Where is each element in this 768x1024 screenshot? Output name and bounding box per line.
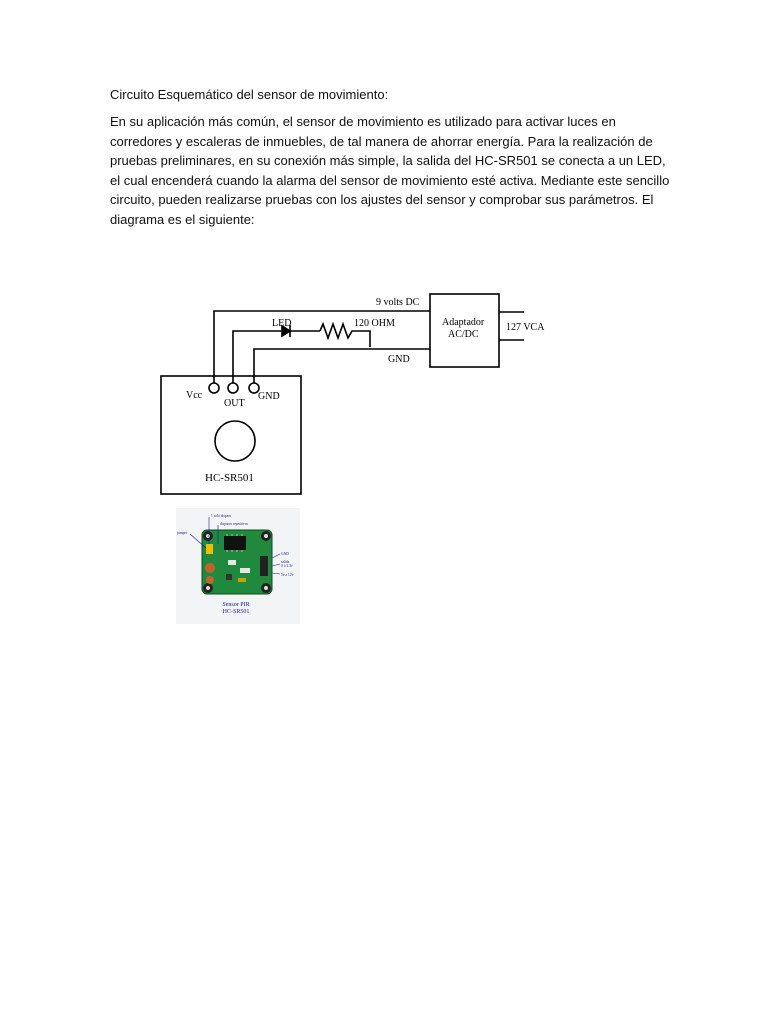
ac-input-label: 127 VCA bbox=[506, 322, 545, 333]
potentiometer-1 bbox=[205, 563, 215, 573]
jumper bbox=[206, 544, 213, 554]
callout-jumper: jumper bbox=[177, 531, 188, 535]
vcc-wire bbox=[214, 311, 430, 383]
adapter-label-1: Adaptador bbox=[442, 317, 485, 328]
potentiometer-2 bbox=[206, 576, 214, 584]
resistor-label: 120 OHM bbox=[354, 318, 395, 329]
photo-caption-line-1: Sensor PIR bbox=[222, 602, 250, 608]
callout-salida: salida bbox=[281, 560, 290, 564]
callout-single-trigger: 1 solo disparo bbox=[211, 514, 232, 518]
led-label: LED bbox=[272, 318, 292, 329]
supply-label: 9 volts DC bbox=[376, 297, 420, 308]
sensor-photo bbox=[176, 508, 300, 624]
photo-caption-line-2: HC-SR501 bbox=[222, 609, 250, 615]
sensor-lens bbox=[215, 421, 255, 461]
section-heading: Circuito Esquemático del sensor de movimiento: bbox=[110, 87, 389, 102]
adapter-label-2: AC/DC bbox=[448, 329, 479, 340]
callout-repeat-trigger: disparos repetitivos bbox=[220, 522, 249, 526]
body-paragraph: En su aplicación más común, el sensor de movimiento es utilizado para activar luces en corredores y escaleras de inmuebles, de tal manera de ahorrar energía. Para la realización de pruebas preliminares, en su conexión más simple, la salida del HC-SR501 se conecta a un LED, el cual encenderá cuando la alarma del sensor de movimiento esté activa. Mediante este sencillo circuito, pueden realizarse pruebas con los ajustes del sensor y comprobar sus parámetros. El diagrama es el siguiente: bbox=[110, 114, 670, 227]
out-pin bbox=[228, 383, 238, 393]
ic-chip bbox=[224, 536, 246, 550]
header-pins bbox=[260, 556, 268, 576]
module-name-label: HC-SR501 bbox=[205, 472, 254, 484]
circuit-schematic bbox=[150, 285, 570, 500]
pin-gnd-label: GND bbox=[258, 391, 280, 402]
pin-vcc-label: Vcc bbox=[186, 390, 203, 401]
callout-gnd: GND bbox=[281, 552, 289, 556]
vcc-pin bbox=[209, 383, 219, 393]
callout-input-voltage: 5v a 12v bbox=[281, 573, 294, 577]
callout-salida-voltage: 0 ó 3.3v bbox=[281, 564, 293, 568]
pin-out-label: OUT bbox=[224, 398, 245, 409]
gnd-wire-label: GND bbox=[388, 354, 410, 365]
